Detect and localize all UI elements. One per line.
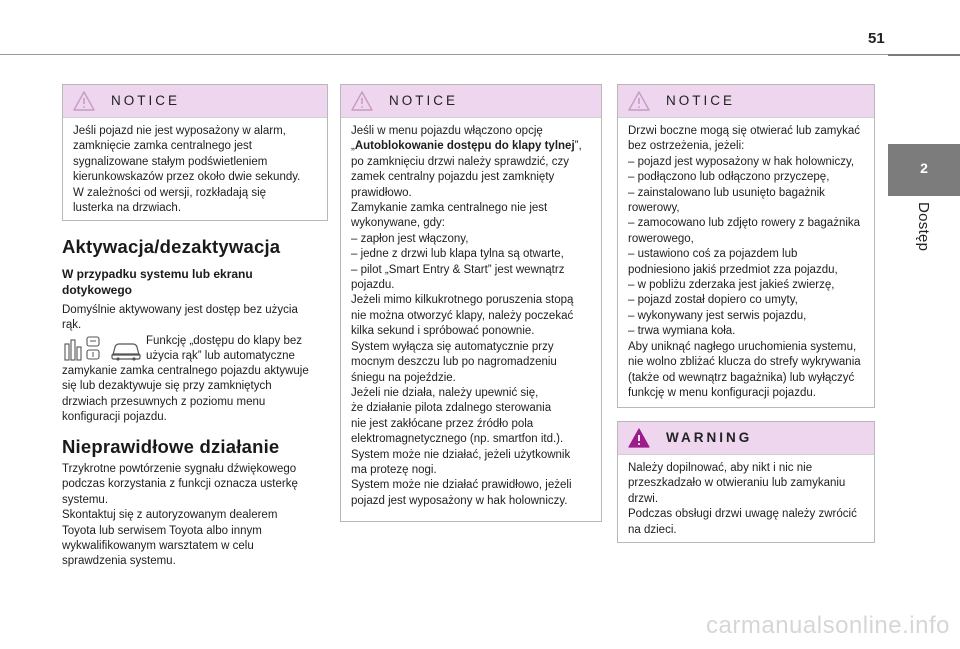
top-divider: [0, 54, 960, 55]
notice-body: [341, 118, 601, 155]
notice-box-middle: [340, 84, 602, 522]
top-divider-accent: [888, 54, 960, 56]
notice-body-continued: po zamknięciu drzwi należy sprawdzić, czy zamek centralny pojazdu jest zamknięty prawidłowo. Zamykanie zamka centralnego nie jest wykonywane, gdy: – zapłon jest włączony, – jedne z drzwi lub klapa tylna są otwarte, – pilot „Smart Entry & Start” jest wewnątrz pojazdu. Jeżeli mimo kilkukrotnego poruszenia stopą nie można otworzyć klapy, należy poczekać kilka sekund i spróbować ponownie. System wyłącza się automatycznie przy mocnym deszczu lub po nagromadzeniu śniegu na pojeździe. Jeżeli nie działa, należy upewnić się, że działanie pilota zdalnego sterowania nie jest zakłócane przez źródło pola elektromagnetycznego (np. smartfon itd.). System może nie działać, jeżeli użytkownik ma protezę nogi. System może nie działać prawidłowo, jeżeli pojazd jest wyposażony w hak holowniczy.: [351, 155, 574, 507]
key-fob-icon: [62, 335, 102, 363]
notice-title: NOTICE: [666, 93, 736, 108]
warning-title: WARNING: [666, 430, 753, 445]
activation-icon-text: Funkcję „dostępu do klapy bez użycia rąk” lub automatyczne: [146, 335, 302, 363]
chapter-title: Dostęp: [915, 202, 932, 252]
notice-body: Drzwi boczne mogą się otwierać lub zamykać bez ostrzeżenia, jeżeli: – pojazd jest wyposażony w hak holowniczy, – podłączono lub odłączono przyczepę, – zainstalowano lub usunięto bagażnik rowerowy, – zamocowano lub zdjęto rowery z bagażnika rowerowego, – ustawiono coś za pojazdem lub podniesiono jakiś przedmiot zza pojazdu, – w pobliżu zderzaka jest jakieś zwierzę, – pojazd został dopiero co umyty, – wykonywany jest serwis pojazdu, – trwa wymiana koła. Aby uniknąć nagłego uruchomienia systemu, nie wolno zbliżać klucza do strefy wykrywania (także od wewnątrz bagażnika) lub wyłączyć funkcję w menu konfiguracji pojazdu.: [628, 125, 861, 399]
feature-icons: [62, 335, 142, 365]
warning-triangle-icon: [628, 91, 650, 111]
warning-header: [618, 422, 874, 455]
notice-intro-before: Jeśli w menu pojazdu włączono opcję „: [351, 125, 543, 153]
notice-intro-after: ”,: [574, 140, 582, 153]
notice-header: [618, 85, 874, 118]
notice-title: NOTICE: [111, 93, 181, 108]
page-number: 51: [868, 30, 885, 47]
notice-title: NOTICE: [389, 93, 459, 108]
warning-triangle-icon: [628, 428, 650, 448]
warning-body: Należy dopilnować, aby nikt i nic nie przeszkadzało w otwieraniu lub zamykaniu drzwi. Podczas obsługi drzwi uwagę należy zwrócić na dzieci.: [628, 462, 857, 536]
section-subheading: W przypadku systemu lub ekranu dotykowego: [62, 267, 253, 297]
warning-box: [617, 421, 875, 543]
chapter-tab[interactable]: [888, 144, 960, 196]
notice-header: [341, 85, 601, 118]
notice-intro-bold: Autoblokowanie dostępu do klapy tylnej: [354, 140, 575, 153]
activation-intro: Domyślnie aktywowany jest dostęp bez użycia rąk.: [62, 304, 298, 332]
chapter-number: 2: [920, 160, 928, 176]
notice-box-right: [617, 84, 875, 408]
notice-box-left: [62, 84, 328, 221]
watermark: carmanualsonline.info: [706, 612, 950, 639]
section-heading-malfunction: Nieprawidłowe działanie: [62, 436, 280, 457]
warning-triangle-icon: [351, 91, 373, 111]
notice-header: [63, 85, 327, 118]
notice-body: Jeśli pojazd nie jest wyposażony w alarm, zamknięcie zamka centralnego jest sygnalizowane stałym podświetleniem kierunkowskazów przez około dwie sekundy. W zależności od wersji, rozkładają się lusterka na drzwiach.: [73, 125, 301, 215]
warning-triangle-icon: [73, 91, 95, 111]
car-icon: [110, 339, 142, 363]
section-heading-activation: Aktywacja/dezaktywacja: [62, 236, 281, 257]
malfunction-body: Trzykrotne powtórzenie sygnału dźwiękowego podczas korzystania z funkcji oznacza usterkę systemu. Skontaktuj się z autoryzowanym dealerem Toyota lub serwisem Toyota albo innym wykwalifikowanym warsztatem w celu sprawdzenia systemu.: [62, 463, 298, 568]
activation-continuation: zamykanie zamka centralnego pojazdu aktywuje się lub dezaktywuje się przy zamkniętych drzwiach przesuwnych z poziomu menu konfiguracji pojazdu.: [62, 365, 309, 424]
